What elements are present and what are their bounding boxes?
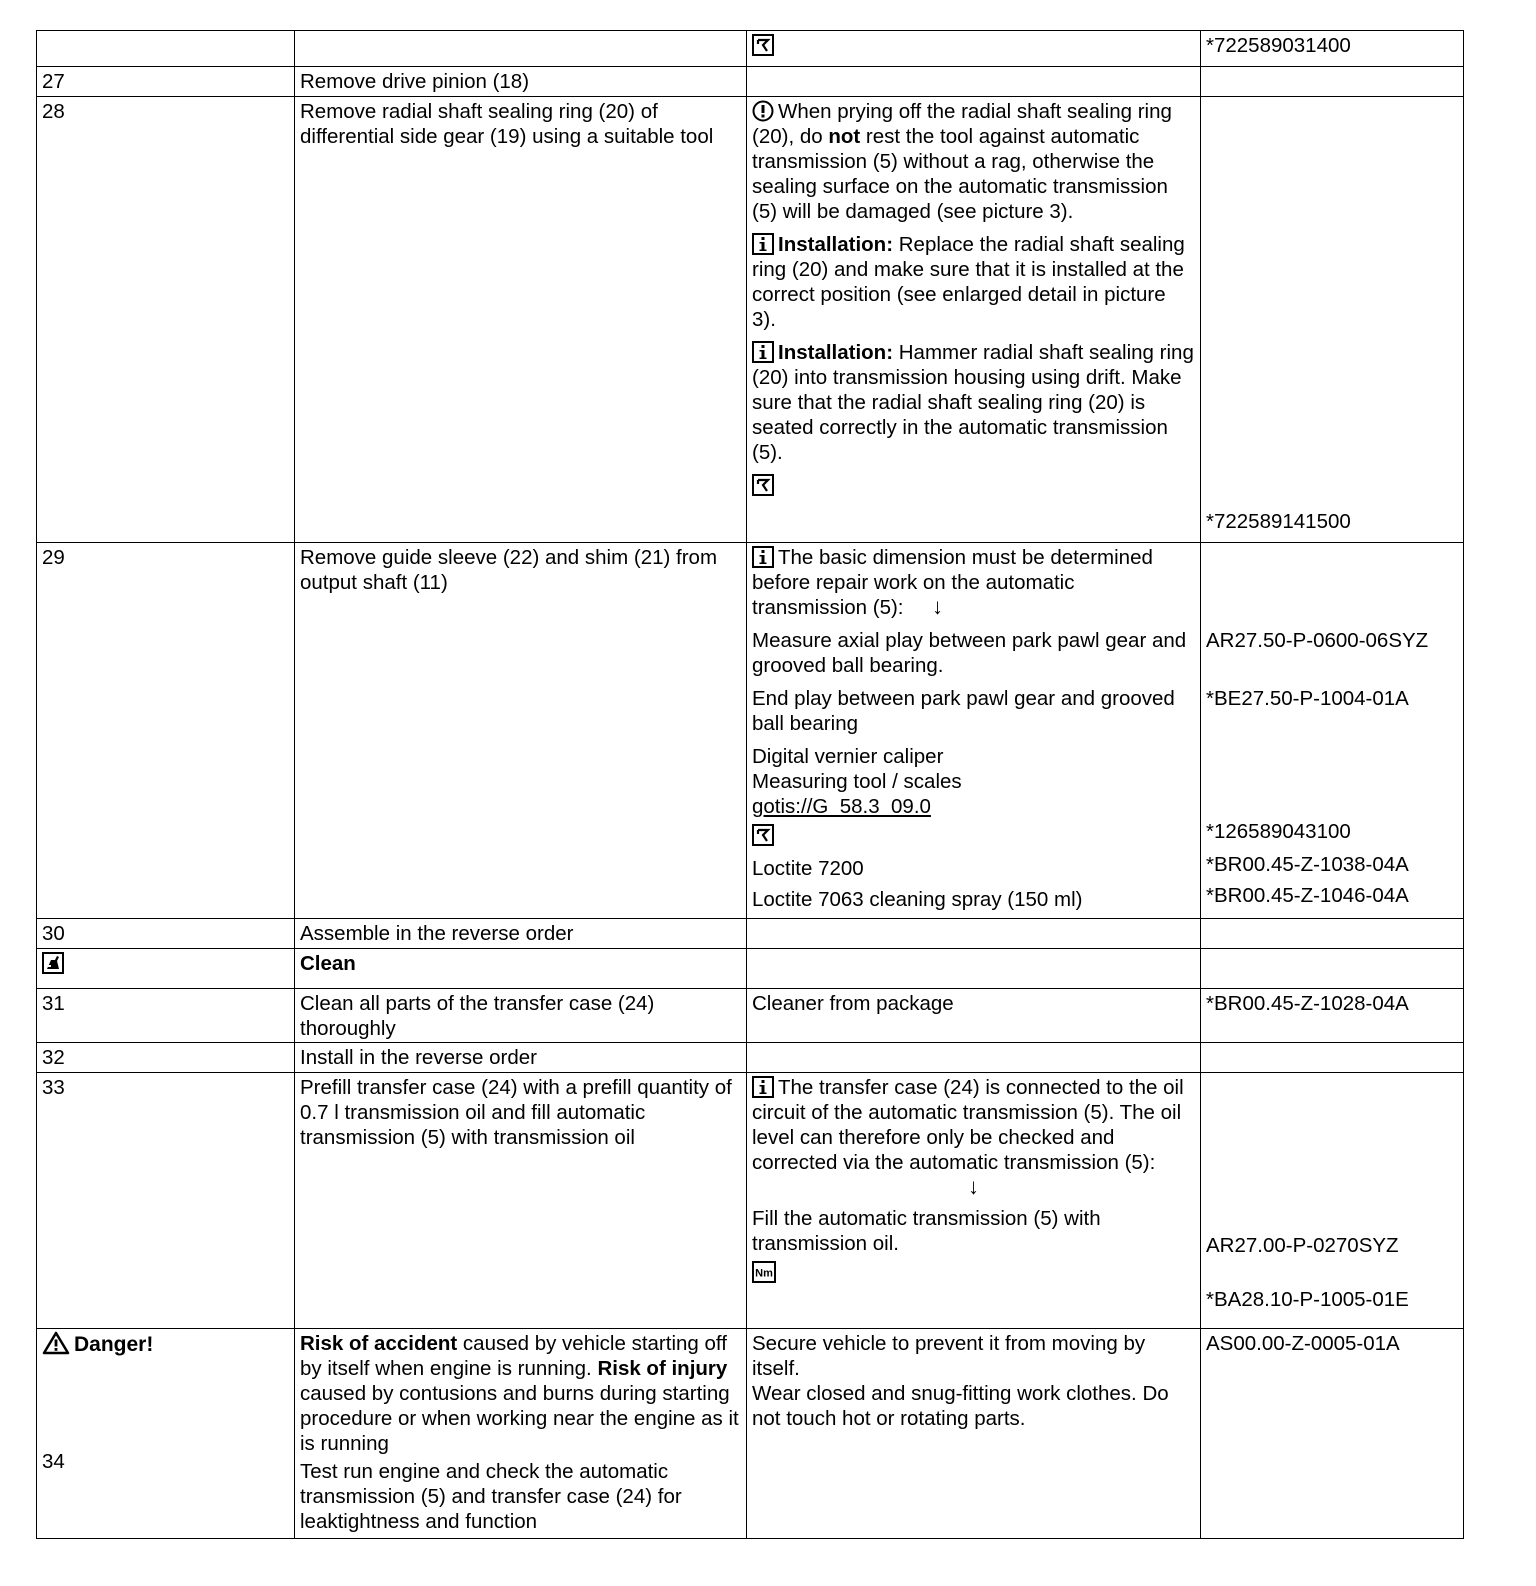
reference-code: *BR00.45-Z-1046-04A: [1206, 884, 1409, 907]
step-number: 33: [37, 1073, 295, 1329]
table-row: [37, 31, 1464, 67]
table-row: 29 Remove guide sleeve (22) and shim (21) from output shaft (11) The basic dimension must be determined before repair work on the automatic transmission (5): ↓ Measure axial play between park pawl gear and grooved ball bearing. End play between park pawl gear and grooved ball bearing Digital vernier caliper Measuring tool / scales gotis://G_58.3_09.0 Loctite 7200 Loctite 7063 cleaning spray (150 ml) AR27.50-P-0600-06SYZ *BE27.50-P-1004-01A *126589043100 *BR00.45-Z-1038-04A *BR00.45-Z-1046-04A: [37, 543, 1464, 919]
danger-text: Risk of accident caused by vehicle starting off by itself when engine is running. Risk of injury caused by contusions and burns during starting procedure or when working near the engine as it is running: [300, 1332, 739, 1455]
step-number: 30: [37, 919, 295, 949]
torque-nm-icon: [752, 1261, 776, 1283]
info-icon: [752, 341, 774, 363]
info-note: The basic dimension must be determined before repair work on the automatic transmission (5): ↓: [752, 546, 1153, 619]
danger-label: Danger!: [42, 1331, 289, 1357]
reference-code: *BR00.45-Z-1028-04A: [1201, 989, 1464, 1043]
info-note: The transfer case (24) is connected to the oil circuit of the automatic transmission (5). The oil level can therefore only be checked and corrected via the automatic transmission (5):: [752, 1076, 1184, 1174]
step-text: Remove drive pinion (18): [295, 67, 747, 97]
reference-code: *BE27.50-P-1004-01A: [1206, 687, 1409, 710]
installation-note: Installation: Hammer radial shaft sealing ring (20) into transmission housing using drift. Make sure that the radial shaft sealing ring (20) is seated correctly in the automatic transmission (5).: [752, 341, 1194, 464]
table-row: [37, 97, 1464, 543]
procedure-table: [36, 30, 1464, 1539]
installation-note: Installation: Replace the radial shaft sealing ring (20) and make sure that it is installed at the correct position (see enlarged detail in picture 3).: [752, 233, 1185, 331]
reference-code: AR27.00-P-0270SYZ: [1206, 1234, 1399, 1257]
clean-icon: [42, 952, 64, 974]
info-icon: [752, 546, 774, 568]
warning-triangle-icon: [42, 1331, 70, 1355]
step-text: Test run engine and check the automatic transmission (5) and transfer case (24) for leaktightness and function: [300, 1460, 682, 1533]
table-row: [37, 919, 1464, 949]
step-text: Clean all parts of the transfer case (24) thoroughly: [295, 989, 747, 1043]
step-text: Install in the reverse order: [295, 1043, 747, 1073]
reference-code: *126589043100: [1206, 820, 1351, 843]
step-number: 32: [37, 1043, 295, 1073]
step-number: 27: [37, 67, 295, 97]
step-number: 28: [37, 97, 295, 543]
info-icon: [752, 1076, 774, 1098]
special-tool-icon: [752, 474, 774, 496]
step-number: 29: [37, 543, 295, 919]
arrow-down-icon: ↓: [968, 1174, 979, 1199]
arrow-down-icon: ↓: [932, 594, 943, 619]
reference-code: AS00.00-Z-0005-01A: [1201, 1329, 1464, 1539]
table-row: [37, 1043, 1464, 1073]
svg-text:Nm: Nm: [755, 1267, 773, 1280]
step-number: 31: [37, 989, 295, 1043]
reference-code: *722589141500: [1206, 510, 1351, 533]
table-row: [37, 67, 1464, 97]
step-text: Prefill transfer case (24) with a prefill quantity of 0.7 l transmission oil and fill automatic transmission (5) with transmission oil: [295, 1073, 747, 1329]
step-number: 34: [42, 1450, 65, 1473]
table-row: [37, 949, 1464, 989]
reference-code: *BA28.10-P-1005-01E: [1206, 1288, 1409, 1311]
special-tool-icon: [752, 824, 774, 846]
section-heading: Clean: [300, 952, 356, 975]
table-row: Danger! 34 Risk of accident caused by vehicle starting off by itself when engine is running. Risk of injury caused by contusions and burns during starting procedure or when working near the engine as it is running Test run engine and check the automatic transmission (5) and transfer case (24) for leaktightness and function Secure vehicle to prevent it from moving by itself. Wear closed and snug-fitting work clothes. Do not touch hot or rotating parts. AS00.00-Z-0005-01A: [37, 1329, 1464, 1539]
special-tool-icon: [752, 34, 774, 56]
table-row: 31 Clean all parts of the transfer case (24) thoroughly Cleaner from package *BR00.45-Z-1028-04A: [37, 989, 1464, 1043]
reference-code: AR27.50-P-0600-06SYZ: [1206, 629, 1429, 652]
step-text: Remove guide sleeve (22) and shim (21) from output shaft (11): [295, 543, 747, 919]
step-text: Assemble in the reverse order: [295, 919, 747, 949]
info-icon: [752, 233, 774, 255]
gotis-link[interactable]: gotis://G_58.3_09.0: [752, 795, 931, 818]
reference-code: *722589031400: [1206, 34, 1351, 57]
table-row: 33 Prefill transfer case (24) with a prefill quantity of 0.7 l transmission oil and fill automatic transmission (5) with transmission oil The transfer case (24) is connected to the oil circuit of the automatic transmission (5). The oil level can therefore only be checked and corrected via the automatic transmission (5): ↓ Fill the automatic transmission (5) with transmission oil. Nm AR27.00-P-0270SYZ *BA28.10-P-1005-01E: [37, 1073, 1464, 1329]
caution-note: When prying off the radial shaft sealing ring (20), do not rest the tool against automatic transmission (5) without a rag, otherwise the sealing surface on the automatic transmission (5) will be damaged (see picture 3).: [752, 100, 1172, 223]
reference-code: *BR00.45-Z-1038-04A: [1206, 853, 1409, 876]
step-text: Remove radial shaft sealing ring (20) of differential side gear (19) using a suitable tool: [295, 97, 747, 543]
caution-icon: [752, 100, 774, 122]
